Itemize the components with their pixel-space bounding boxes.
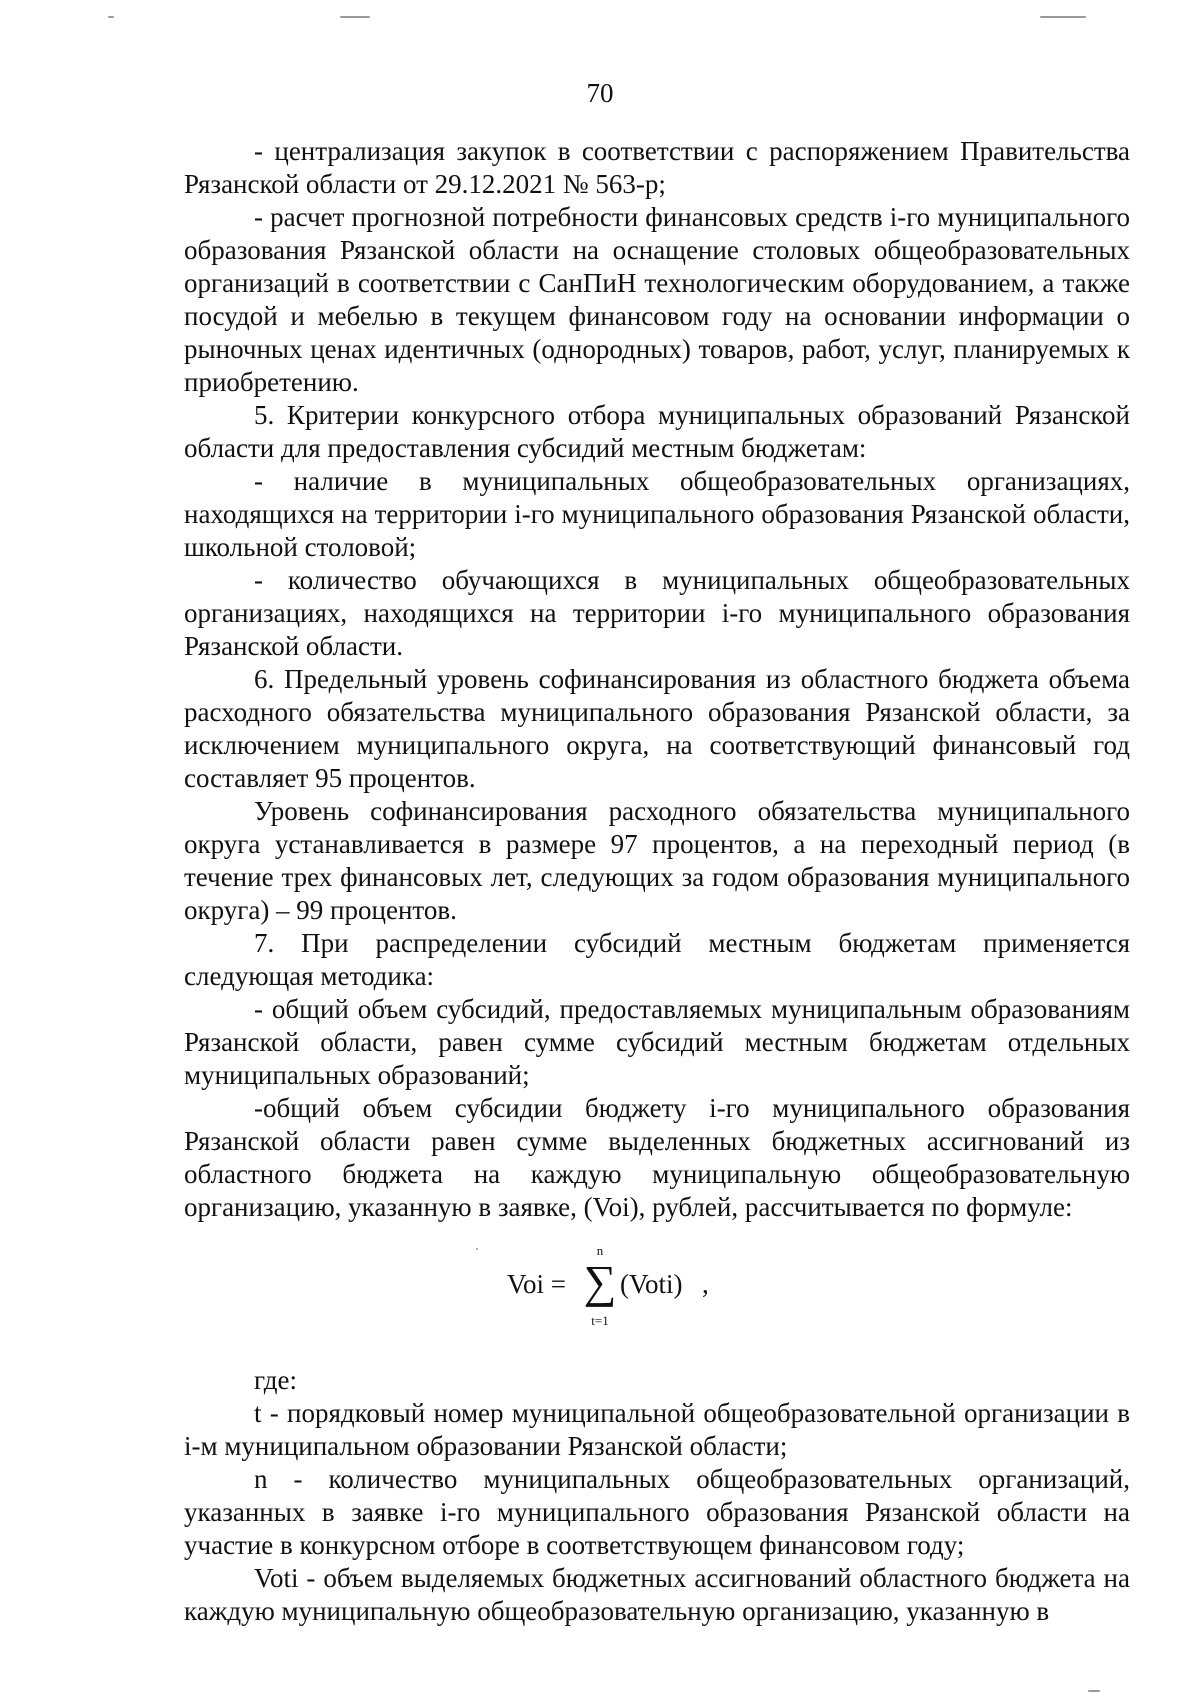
scan-speck xyxy=(1088,1690,1100,1692)
definition-voti: Voti - объем выделяемых бюджетных ассигнований областного бюджета на каждую муниципальную общеобразовательную организацию, указанную в xyxy=(184,1563,1130,1626)
paragraph-centralization: - централизация закупок в соответствии с распоряжением Правительства Рязанской области от 29.12.2021 № 563-р; xyxy=(184,136,1130,199)
paragraph-criterion-students: - количество обучающихся в муниципальных общеобразовательных организациях, находящихся на территории i-го муниципального образования Рязанской области. xyxy=(184,565,1130,661)
formula-summation xyxy=(580,1244,620,1340)
definition-n: n - количество муниципальных общеобразовательных организаций, указанных в заявке i-го муниципального образования Рязанской области на участие в конкурсном отборе в соответствующем финансовом году; xyxy=(184,1464,1130,1560)
document-body xyxy=(184,135,1130,1628)
scan-speck xyxy=(1040,16,1086,18)
where-label: где: xyxy=(254,1365,297,1395)
scan-speck xyxy=(476,1248,478,1250)
paragraph-subsidy-formula-intro: -общий объем субсидии бюджету i-го муниципального образования Рязанской области равен сумме выделенных бюджетных ассигнований из областного бюджета на каждую муниципальную общеобразовательную организацию, указанную в заявке, (Voi), рублей, рассчитывается по формуле: xyxy=(184,1093,1130,1222)
paragraph-total-subsidy: - общий объем субсидий, предоставляемых муниципальным образованиям Рязанской области, равен сумме субсидий местным бюджетам отдельных муниципальных образований; xyxy=(184,994,1130,1090)
paragraph-forecast-calculation: - расчет прогнозной потребности финансовых средств i-го муниципального образования Рязанской области на оснащение столовых общеобразовательных организаций в соответствии с СанПиН технологическим оборудованием, а также посудой и мебелью в текущем финансовом году на основании информации о рыночных ценах идентичных (однородных) товаров, работ, услуг, планируемых к приобретению. xyxy=(184,202,1130,397)
subsidy-formula xyxy=(184,1238,1130,1348)
paragraph-district-cofinancing: Уровень софинансирования расходного обязательства муниципального округа устанавливается в размере 97 процентов, а на переходный период (в течение трех финансовых лет, следующих за годом образования муниципального округа) – 99 процентов. xyxy=(184,796,1130,925)
page-number: 70 xyxy=(586,78,614,108)
paragraph-section-6-cofinancing: 6. Предельный уровень софинансирования из областного бюджета объема расходного обязательства муниципального образования Рязанской области, за исключением муниципального округа, на соответствующий финансовый год составляет 95 процентов. xyxy=(184,664,1130,793)
formula-sum-upper-limit: n xyxy=(596,1243,604,1258)
scan-speck xyxy=(108,16,114,18)
formula-sum-lower-limit: t=1 xyxy=(591,1313,609,1328)
sigma-icon: ∑ xyxy=(583,1256,617,1307)
formula-rhs: (Voti) xyxy=(620,1269,683,1299)
scan-speck xyxy=(340,16,370,18)
paragraph-criterion-canteen: - наличие в муниципальных общеобразовательных организациях, находящихся на территории i-го муниципального образования Рязанской области, школьной столовой; xyxy=(184,466,1130,562)
formula-trailing-comma: , xyxy=(702,1269,709,1299)
definition-t: t - порядковый номер муниципальной общеобразовательной организации в i-м муниципальном образовании Рязанской области; xyxy=(184,1398,1130,1461)
paragraph-section-7-methodology: 7. При распределении субсидий местным бюджетам применяется следующая методика: xyxy=(184,928,1130,991)
paragraph-section-5-criteria: 5. Критерии конкурсного отбора муниципальных образований Рязанской области для предоставления субсидий местным бюджетам: xyxy=(184,400,1130,463)
formula-lhs: Voi = xyxy=(507,1269,566,1299)
